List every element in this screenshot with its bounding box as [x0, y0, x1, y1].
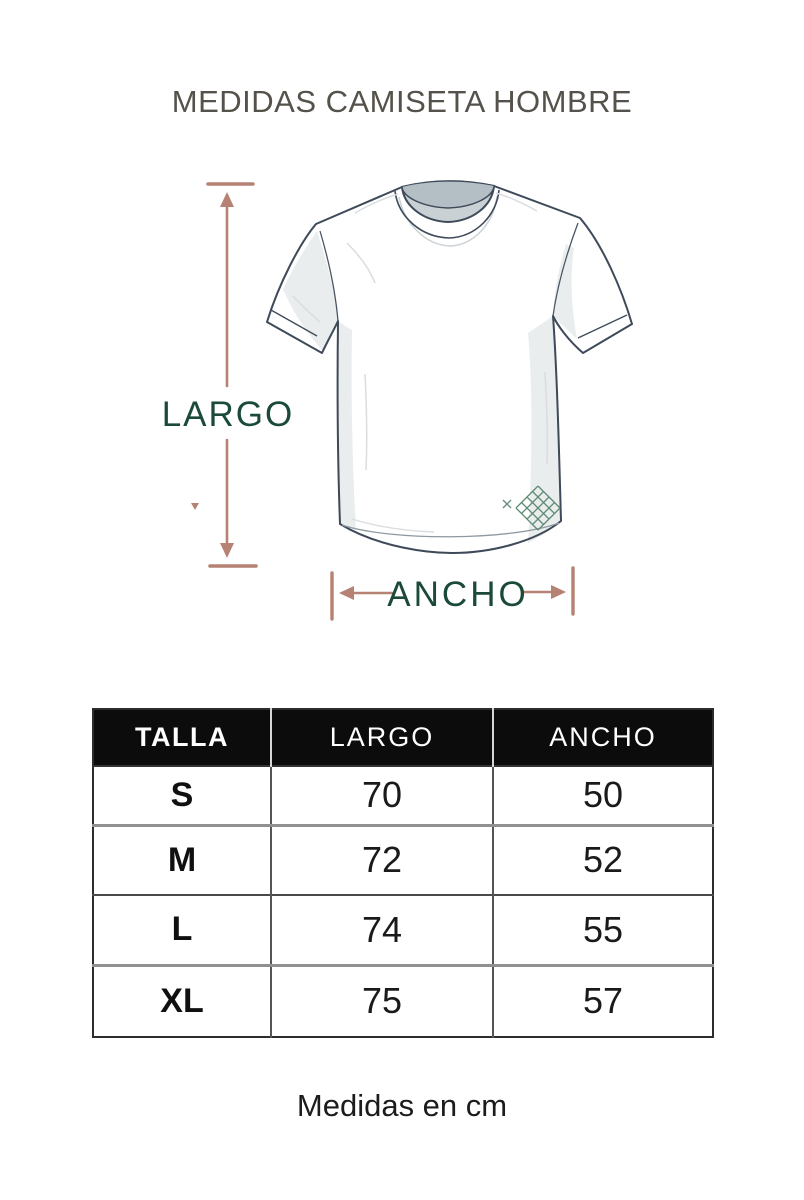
column-header-ancho: ANCHO	[493, 709, 713, 766]
table-row-l	[93, 895, 713, 965]
ancho-arrowhead-left	[339, 586, 354, 600]
cell-ancho-s: 50	[493, 766, 713, 825]
ancho-measure	[332, 568, 573, 619]
tshirt-illustration	[267, 181, 632, 553]
cell-largo-l: 74	[271, 895, 493, 965]
largo-label: LARGO	[161, 395, 295, 434]
cell-ancho-l: 55	[493, 895, 713, 965]
largo-arrowhead-up	[220, 192, 234, 207]
cell-ancho-xl: 57	[493, 965, 713, 1037]
largo-measure	[162, 184, 295, 566]
column-header-talla: TALLA	[135, 722, 229, 752]
ancho-label: ANCHO	[387, 575, 529, 614]
size-table	[92, 708, 714, 1038]
cell-size-xl: XL	[160, 981, 204, 1020]
table-row-xl	[93, 965, 713, 1037]
cell-size-s: S	[170, 775, 194, 814]
cell-size-m: M	[167, 840, 197, 879]
table-header-row	[93, 709, 713, 766]
column-header-largo: LARGO	[271, 709, 493, 766]
units-note: Medidas en cm	[296, 1088, 508, 1123]
cell-largo-m: 72	[271, 825, 493, 895]
page-title: MEDIDAS CAMISETA HOMBRE	[171, 84, 633, 119]
cell-size-l: L	[171, 910, 193, 949]
stray-tick-mark	[191, 503, 199, 510]
cell-ancho-m: 52	[493, 825, 713, 895]
table-row-m	[93, 825, 713, 895]
cell-largo-xl: 75	[271, 965, 493, 1037]
largo-arrowhead-down	[220, 543, 234, 558]
table-row-s	[93, 766, 713, 825]
ancho-arrowhead-right	[551, 585, 566, 599]
cell-largo-s: 70	[271, 766, 493, 825]
